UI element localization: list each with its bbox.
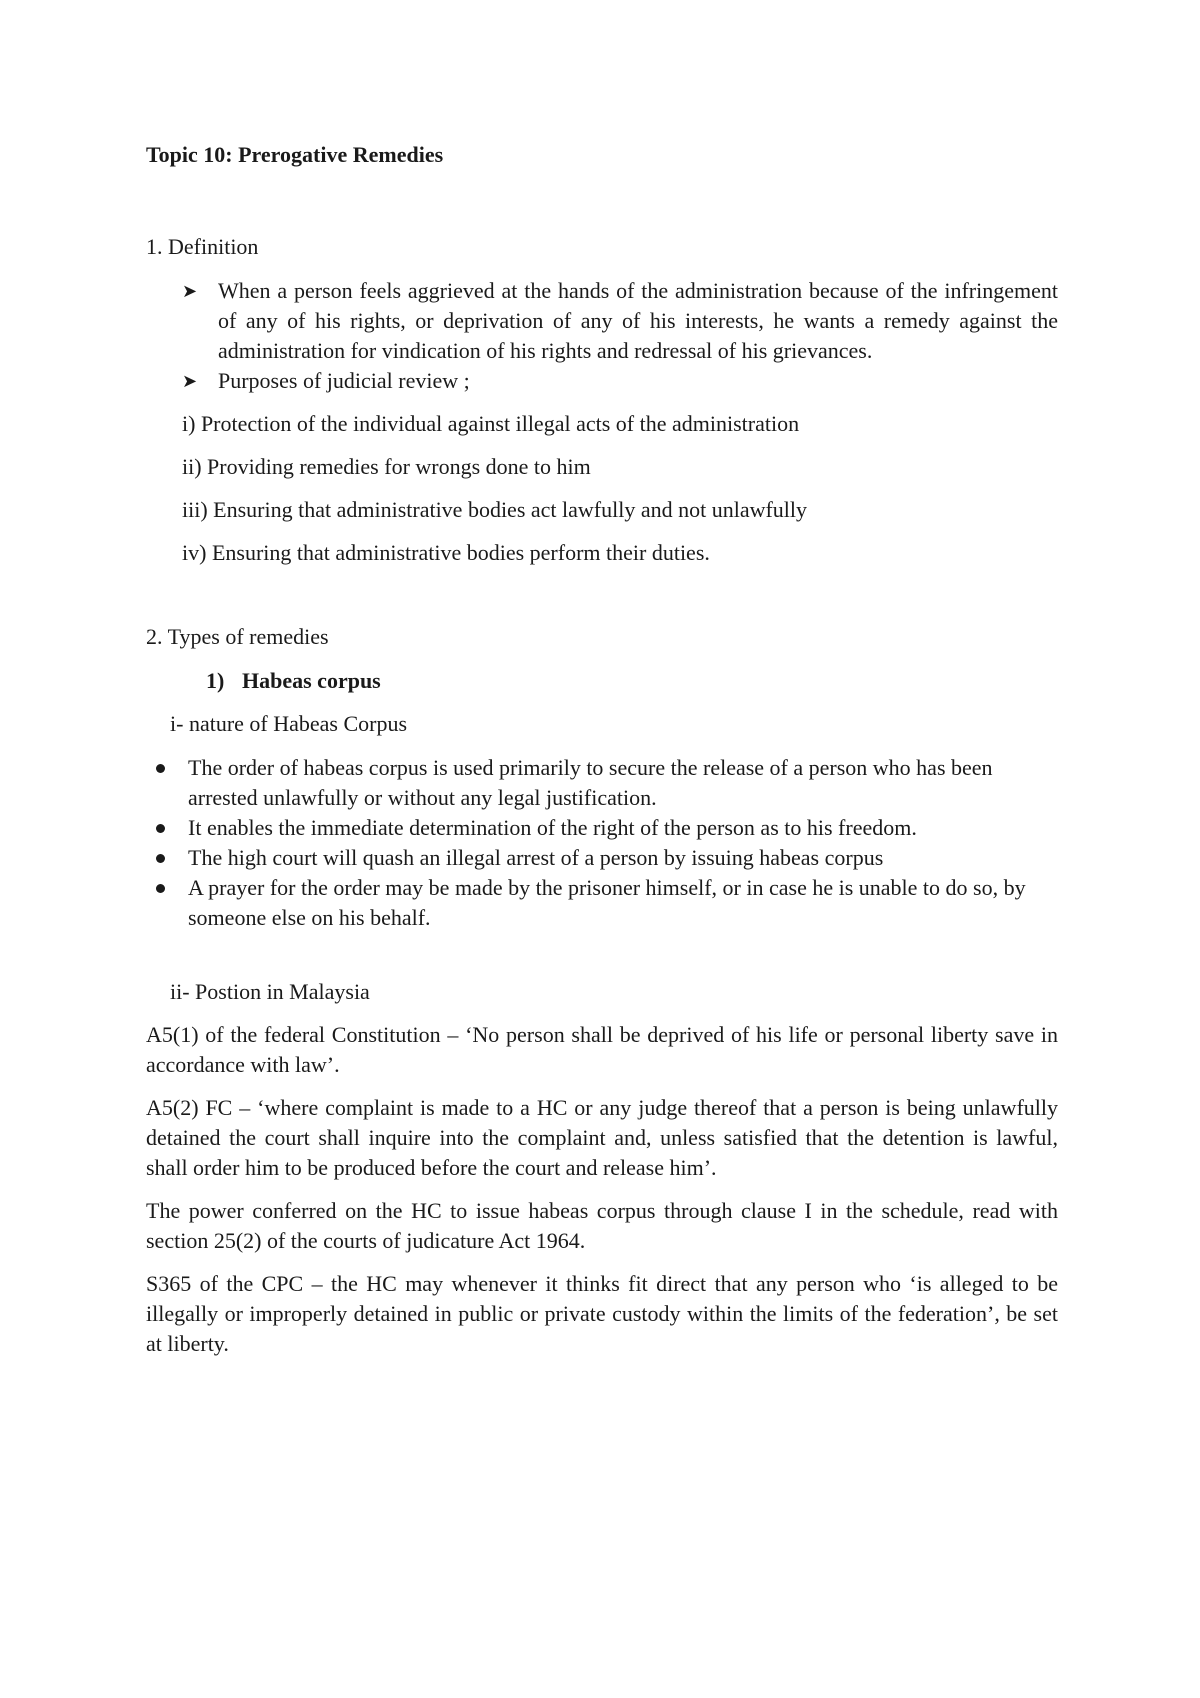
nature-bullet-item	[146, 843, 1058, 873]
nature-bullet-text: The high court will quash an illegal arrest of a person by issuing habeas corpus	[188, 845, 884, 870]
remedy-number: 1)	[206, 668, 225, 693]
bullet-dot-icon	[156, 884, 165, 893]
nature-bullet-item	[146, 753, 1058, 813]
section-heading-types: 2. Types of remedies	[146, 624, 329, 649]
document-content	[146, 140, 1058, 1359]
position-paragraph: A5(2) FC – ‘where complaint is made to a HC or any judge thereof that a person is being unlawfully detained the court shall inquire into the complaint and, unless satisfied that the detention is lawful, shall order him to be produced before the court and release him’.	[146, 1095, 1058, 1180]
nature-bullet-text: A prayer for the order may be made by the prisoner himself, or in case he is unable to do so, by someone else on his behalf.	[188, 875, 1026, 930]
nature-bullet-item	[146, 813, 1058, 843]
definition-point	[146, 276, 1058, 366]
definition-point	[146, 366, 1058, 396]
arrow-bullet-icon: ➤	[182, 281, 198, 301]
remedy-name: Habeas corpus	[242, 668, 381, 693]
document-title: Topic 10: Prerogative Remedies	[146, 142, 444, 167]
purpose-item: i) Protection of the individual against illegal acts of the administration	[182, 411, 800, 436]
purpose-item: iii) Ensuring that administrative bodies act lawfully and not unlawfully	[182, 497, 808, 522]
subsection-heading-nature: i- nature of Habeas Corpus	[170, 711, 408, 736]
nature-bullet-item	[146, 873, 1058, 933]
section-heading-definition: 1. Definition	[146, 234, 259, 259]
definition-points-list	[146, 276, 1058, 396]
nature-bullet-text: The order of habeas corpus is used primarily to secure the release of a person who has been arrested unlawfully or without any legal justification.	[188, 755, 993, 810]
purpose-item: iv) Ensuring that administrative bodies perform their duties.	[182, 540, 710, 565]
position-paragraph: A5(1) of the federal Constitution – ‘No person shall be deprived of his life or personal liberty save in accordance with law’.	[146, 1022, 1058, 1077]
purpose-item: ii) Providing remedies for wrongs done to him	[182, 454, 591, 479]
nature-bullet-list	[146, 753, 1058, 933]
definition-point-text: When a person feels aggrieved at the hands of the administration because of the infringement of any of his rights, or deprivation of any of his interests, he wants a remedy against the administration for vindication of his rights and redressal of his grievances.	[218, 278, 1058, 363]
position-paragraph: The power conferred on the HC to issue habeas corpus through clause I in the schedule, read with section 25(2) of the courts of judicature Act 1964.	[146, 1198, 1058, 1253]
nature-bullet-text: It enables the immediate determination of the right of the person as to his freedom.	[188, 815, 917, 840]
arrow-bullet-icon: ➤	[182, 371, 198, 391]
bullet-dot-icon	[156, 764, 165, 773]
remedy-heading-habeas-corpus	[146, 666, 1058, 696]
subsection-heading-position: ii- Postion in Malaysia	[170, 979, 370, 1004]
position-paragraph: S365 of the CPC – the HC may whenever it thinks fit direct that any person who ‘is alleged to be illegally or improperly detained in public or private custody within the limits of the federation’, be set at liberty.	[146, 1271, 1058, 1356]
bullet-dot-icon	[156, 854, 165, 863]
bullet-dot-icon	[156, 824, 165, 833]
definition-point-text: Purposes of judicial review ;	[218, 368, 470, 393]
